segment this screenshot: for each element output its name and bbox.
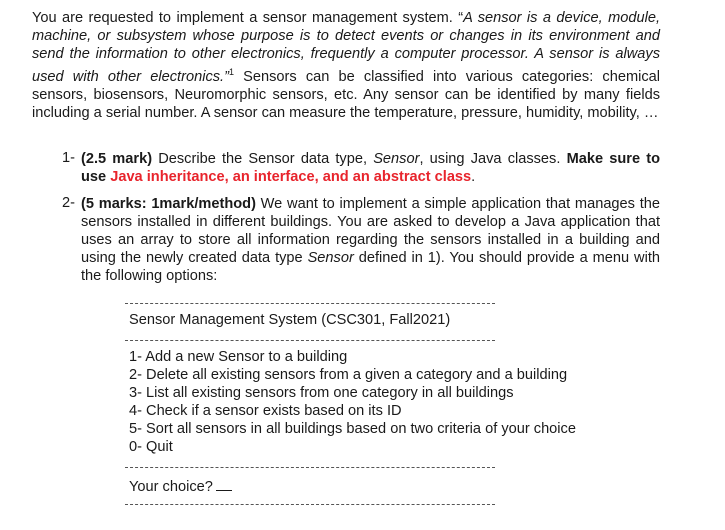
menu-prompt bbox=[129, 478, 232, 495]
question-1-end: . bbox=[471, 169, 476, 185]
menu-divider-bottom bbox=[125, 504, 495, 505]
menu-divider-top bbox=[125, 303, 495, 304]
question-2-text-a: We want to implement a simple application that manages the sensors installed in different buildings. You are asked to develop a Java application that uses an array to store all information regarding the sensors installed in a building and using the newly created data type bbox=[81, 196, 660, 266]
menu-option-sort: 5- Sort all sensors in all buildings based on two criteria of your choice bbox=[129, 421, 576, 437]
intro-paragraph bbox=[32, 9, 660, 122]
intro-text-start: You are requested to implement a sensor management system. “ bbox=[32, 10, 464, 26]
question-1 bbox=[81, 150, 660, 186]
question-1-text-b: , using Java classes. bbox=[419, 151, 567, 167]
menu-option-list: 3- List all existing sensors from one category in all buildings bbox=[129, 385, 514, 401]
choice-blank bbox=[216, 478, 232, 491]
sensor-definition-quote: A sensor is a device, module, machine, or subsystem whose purpose is to detect events or changes in its environment and send the information to other electronics, frequently a computer processor. A sensor is always used with other electronics. bbox=[32, 10, 660, 85]
menu-option-delete: 2- Delete all existing sensors from a given a category and a building bbox=[129, 367, 568, 383]
menu-title: Sensor Management System (CSC301, Fall2021) bbox=[129, 312, 451, 328]
question-2-italic: Sensor bbox=[307, 250, 354, 266]
question-1-number: 1- bbox=[62, 150, 75, 166]
question-2 bbox=[81, 195, 660, 285]
menu-prompt-text: Your choice? bbox=[129, 479, 213, 495]
menu-divider-options bbox=[125, 467, 495, 468]
footnote-marker: 1 bbox=[228, 67, 234, 77]
menu-option-check: 4- Check if a sensor exists based on its ID bbox=[129, 403, 402, 419]
menu-divider-title bbox=[125, 340, 495, 341]
question-1-marks: (2.5 mark) bbox=[81, 151, 153, 167]
question-2-marks: (5 marks: 1mark/method) bbox=[81, 196, 256, 212]
question-1-italic: Sensor bbox=[373, 151, 420, 167]
intro-text-end: Sensors can be classified into various categories: chemical sensors, biosensors, Neuromorphic sensors, etc. Any sensor can be identified by many fields including a serial number. A sensor can measure the temperature, pressure, humidity, mobility, … bbox=[32, 68, 660, 121]
question-1-red-emphasis: Java inheritance, an interface, and an abstract class bbox=[106, 169, 472, 185]
menu-option-quit: 0- Quit bbox=[129, 439, 173, 455]
menu-option-add: 1- Add a new Sensor to a building bbox=[129, 349, 348, 365]
question-2-number: 2- bbox=[62, 195, 75, 211]
question-1-bold: Make sure to use bbox=[81, 151, 661, 185]
question-2-text-b: defined in 1). You should provide a menu with the following options: bbox=[81, 250, 660, 284]
question-1-text-a: Describe the Sensor data type, bbox=[152, 151, 374, 167]
quote-close: ” bbox=[224, 68, 229, 85]
